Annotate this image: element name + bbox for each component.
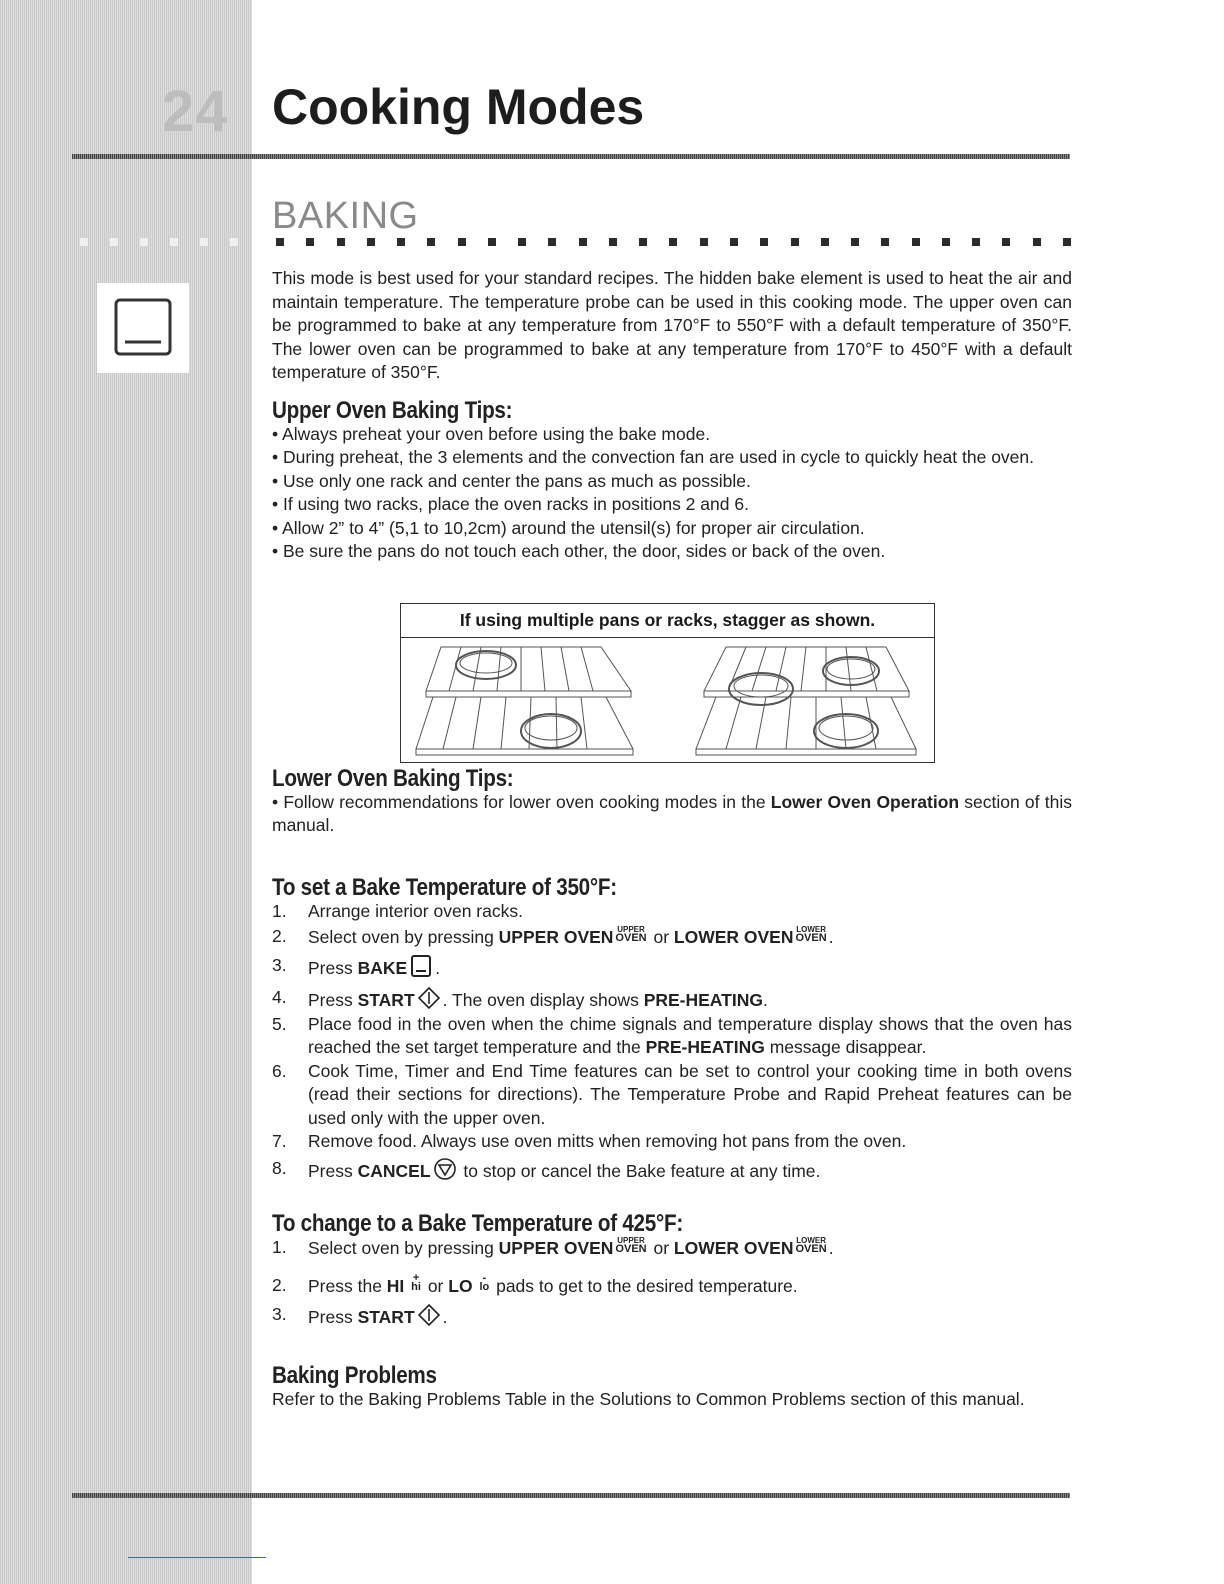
rack-illustration <box>401 639 934 761</box>
step-item: 1. Select oven by pressing UPPER OVEN UPPER OVEN or LOWER OVEN LOWER OVEN . <box>272 1235 834 1258</box>
rack-figure <box>400 603 935 763</box>
baking-problems-section <box>272 1364 1072 1411</box>
step-item: 8. Press CANCEL to stop or cancel the Bake feature at any time. <box>272 1157 821 1181</box>
hi-badge: + hi <box>411 1272 421 1293</box>
section-title: BAKING <box>272 195 419 237</box>
baking-problems-text: Refer to the Baking Problems Table in the Solutions to Common Problems section of this manual. <box>272 1388 1025 1409</box>
figure-caption: If using multiple pans or racks, stagger as shown. <box>401 604 934 638</box>
step-item: 5. Place food in the oven when the chime signals and temperature display shows that the oven has reached the set target temperature and the PRE-HEATING message disappear. <box>272 1013 1072 1057</box>
cancel-icon <box>433 1157 457 1181</box>
step-item: 2. Select oven by pressing UPPER OVEN UPPER OVEN or LOWER OVEN LOWER OVEN . <box>272 925 834 947</box>
start-key: START <box>357 1306 415 1327</box>
preheating-message: PRE-HEATING <box>643 990 763 1010</box>
set-425-heading: To change to a Bake Temperature of 425°F: <box>272 1210 683 1237</box>
intro-paragraph: This mode is best used for your standard recipes. The hidden bake element is used to heat the air and maintain temperature. The temperature probe can be used in this cooking mode. The upper oven can be programmed to bake at any temperature from 170°F to 550°F with a default temperature of 350°F. The lower oven can be programmed to bake at any temperature from 170°F to 450°F with a default temperature of 350°F. <box>272 268 1072 382</box>
hi-key: HI <box>386 1276 405 1296</box>
tip-item: • If using two racks, place the oven racks in positions 2 and 6. <box>272 494 749 514</box>
upper-oven-key: UPPER OVEN <box>498 927 614 947</box>
step-item: 3. Press START . <box>272 1303 448 1327</box>
lower-oven-operation-ref: Lower Oven Operation <box>770 791 960 812</box>
step-item: 6. Cook Time, Timer and End Time features can be set to control your cooking time in both ovens (read their sections for directions). The Temperature Probe and Rapid Preheat features can be used only with the upper oven. <box>272 1060 1072 1128</box>
upper-oven-key: UPPER OVEN <box>498 1237 614 1258</box>
tip-item: • Always preheat your oven before using the bake mode. <box>272 423 711 444</box>
preheating-message: PRE-HEATING <box>645 1037 765 1057</box>
step-item: 4. Press START . The oven display shows PRE-HEATING. <box>272 987 768 1010</box>
step-item: 7. Remove food. Always use oven mitts when removing hot pans from the oven. <box>272 1131 907 1151</box>
section-dots <box>276 238 1071 246</box>
page-number: 24 <box>162 79 229 144</box>
set-350-section <box>272 876 1072 1183</box>
set-350-heading: To set a Bake Temperature of 350°F: <box>272 874 617 901</box>
step-item: 1. Arrange interior oven racks. <box>272 900 523 921</box>
sidebar-dots <box>80 238 250 250</box>
title-rule <box>72 154 1070 159</box>
upper-oven-badge: UPPER OVEN <box>615 1235 647 1255</box>
upper-tips-section <box>272 399 1072 564</box>
bake-key-icon <box>409 954 433 978</box>
set-425-section <box>272 1212 1072 1329</box>
step-item: 2. Press the HI + hi or LO - lo pads to get to the desired temperature. <box>272 1272 798 1296</box>
lo-key: LO <box>448 1276 473 1296</box>
lower-oven-badge: LOWER OVEN <box>795 1235 827 1255</box>
cancel-key: CANCEL <box>357 1160 431 1181</box>
lower-oven-key: LOWER OVEN <box>673 927 794 947</box>
baking-problems-heading: Baking Problems <box>272 1362 437 1389</box>
upper-tips-heading: Upper Oven Baking Tips: <box>272 397 513 424</box>
lower-oven-badge: LOWER OVEN <box>795 925 827 944</box>
footer-link-line <box>128 1557 266 1558</box>
bake-icon <box>97 283 189 373</box>
lo-badge: - lo <box>479 1272 490 1293</box>
bake-key: BAKE <box>357 957 408 978</box>
bottom-rule <box>72 1493 1070 1498</box>
tip-item: • Be sure the pans do not touch each other, the door, sides or back of the oven. <box>272 541 886 561</box>
tip-item: • During preheat, the 3 elements and the convection fan are used in cycle to quickly heat the oven. <box>272 447 1035 467</box>
lower-tips-heading: Lower Oven Baking Tips: <box>272 765 514 792</box>
start-key: START <box>357 990 415 1010</box>
lower-tips-text: • Follow recommendations for lower oven cooking modes in the Lower Oven Operation section of this manual. <box>272 791 1072 835</box>
step-item: 3. Press BAKE . <box>272 954 441 978</box>
page-title: Cooking Modes <box>272 79 645 135</box>
start-icon <box>417 1303 441 1327</box>
tip-item: • Allow 2” to 4” (5,1 to 10,2cm) around the utensil(s) for proper air circulation. <box>272 517 865 538</box>
start-icon <box>417 986 441 1010</box>
lower-tips-section <box>272 767 1072 838</box>
lower-oven-key: LOWER OVEN <box>673 1237 794 1258</box>
tip-item: • Use only one rack and center the pans as much as possible. <box>272 470 751 491</box>
upper-oven-badge: UPPER OVEN <box>615 925 647 944</box>
